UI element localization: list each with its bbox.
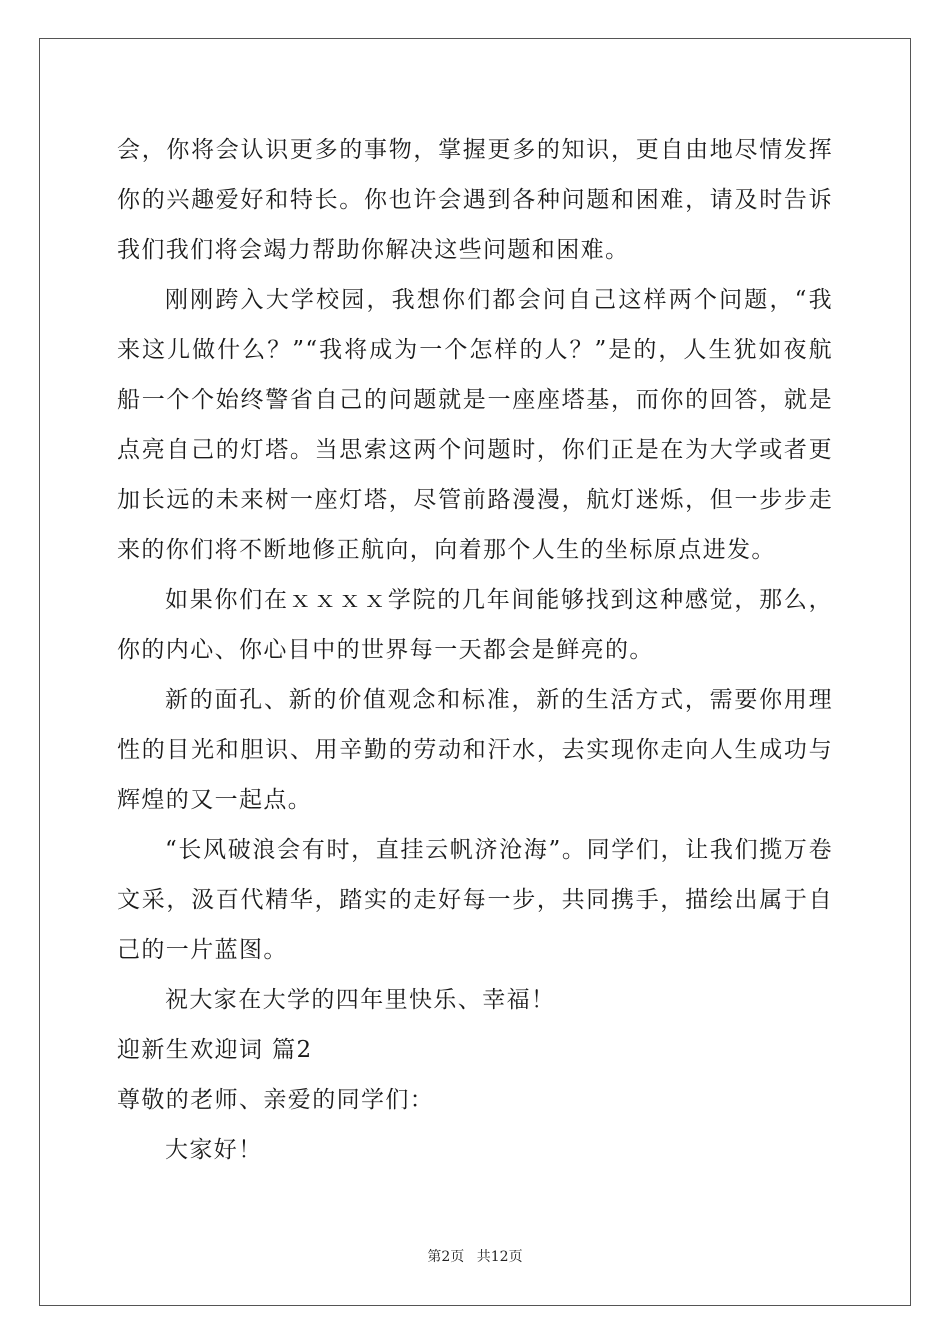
paragraph-4: 新的面孔、新的价值观念和标准，新的生活方式，需要你用理性的目光和胆识、用辛勤的劳动和汗水，去实现你走向人生成功与辉煌的又一起点。 [117, 687, 833, 813]
paragraph-6: 祝大家在大学的四年里快乐、幸福！ [165, 987, 556, 1013]
paragraph-3: 如果你们在ｘｘｘｘ学院的几年间能够找到这种感觉，那么，你的内心、你心目中的世界每一天都会是鲜亮的。 [117, 587, 833, 663]
page-number: 第2页 [427, 1249, 465, 1265]
paragraph-1: 会，你将会认识更多的事物，掌握更多的知识，更自由地尽情发挥你的兴趣爱好和特长。你也许会遇到各种问题和困难，请及时告诉我们我们将会竭力帮助你解决这些问题和困难。 [117, 137, 833, 263]
document-body [117, 125, 833, 1175]
greeting: 大家好！ [165, 1137, 263, 1163]
salutation: 尊敬的老师、亲爱的同学们： [117, 1087, 435, 1113]
section-heading: 迎新生欢迎词 篇2 [117, 1037, 313, 1063]
page-total: 共12页 [476, 1249, 523, 1265]
paragraph-5: “长风破浪会有时，直挂云帆济沧海”。同学们，让我们揽万卷文采，汲百代精华，踏实的走好每一步，共同携手，描绘出属于自己的一片蓝图。 [117, 837, 833, 963]
page-footer [0, 1246, 950, 1266]
paragraph-2: 刚刚跨入大学校园，我想你们都会问自己这样两个问题，“我来这儿做什么？”“我将成为一个怎样的人？”是的，人生犹如夜航船一个个始终警省自己的问题就是一座座塔基，而你的回答，就是点亮自己的灯塔。当思索这两个问题时，你们正是在为大学或者更加长远的未来树一座灯塔，尽管前路漫漫，航灯迷烁，但一步步走来的你们将不断地修正航向，向着那个人生的坐标原点进发。 [117, 287, 833, 563]
